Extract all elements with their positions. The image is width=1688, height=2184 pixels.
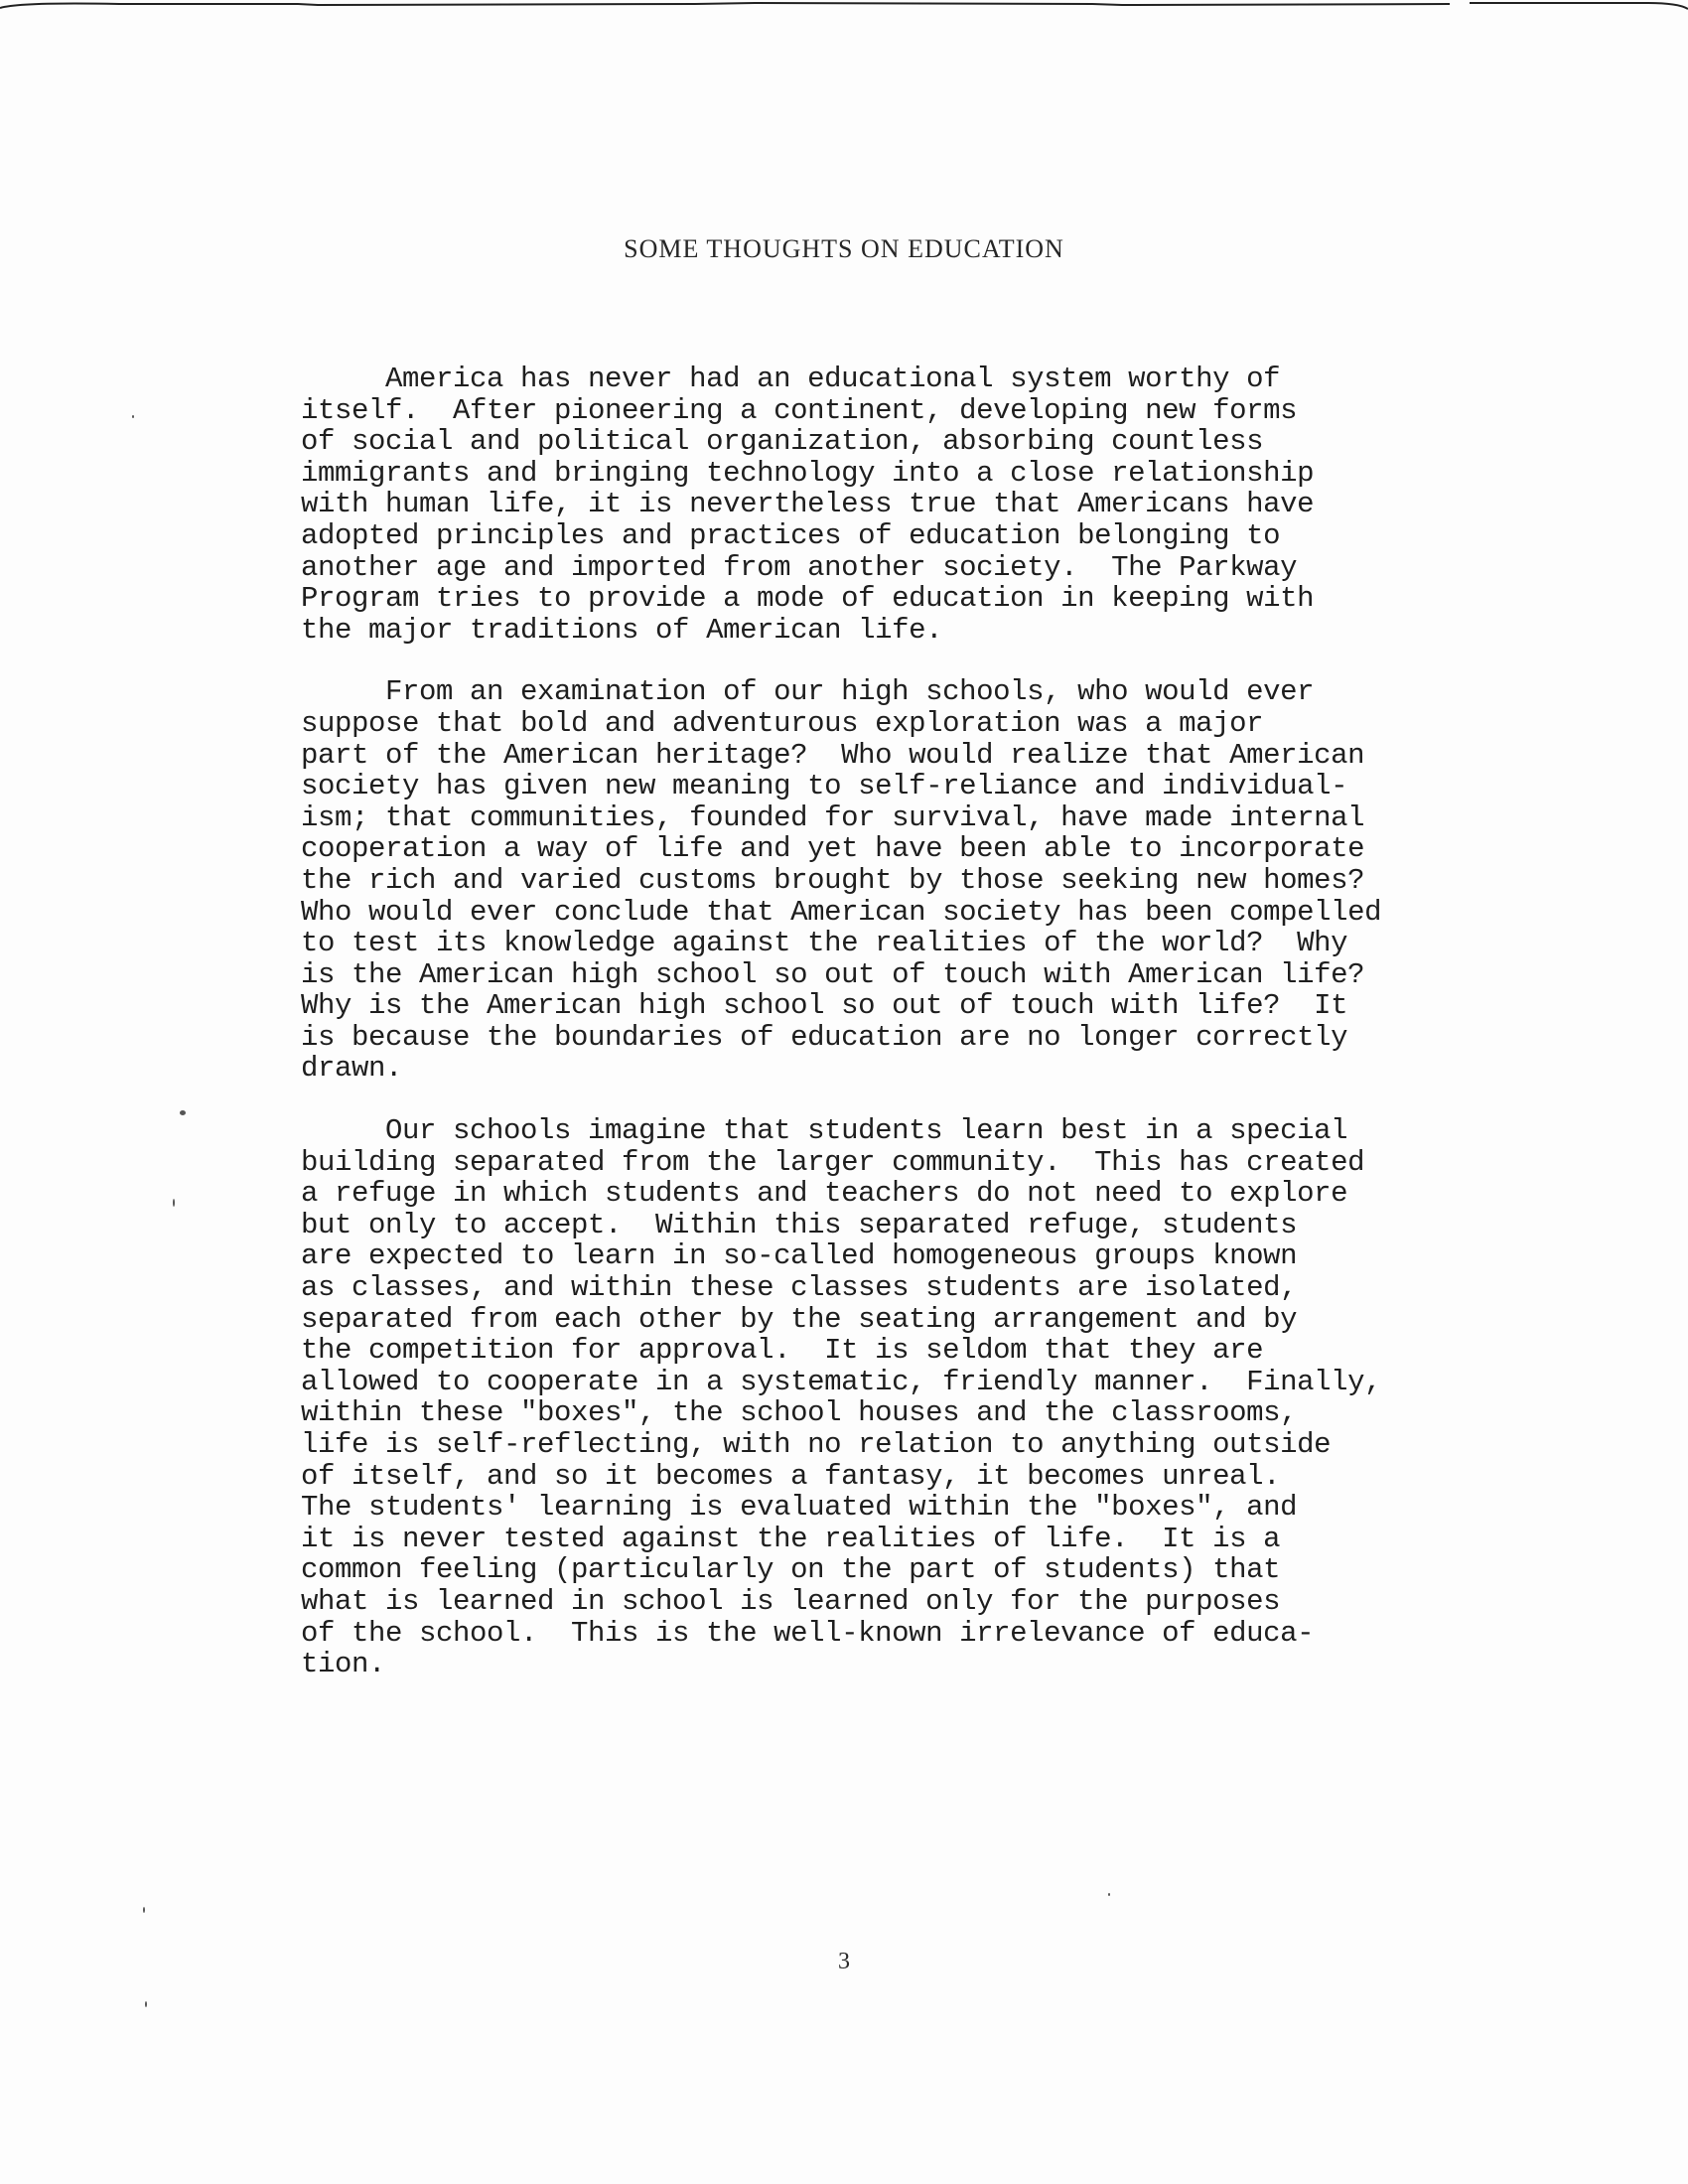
- paragraph-3: Our schools imagine that students learn best in a special building separated from the larger community. This has created a refuge in which students and teachers do not need to explore but only to accept. Within this separated refuge, students are expected to learn in so-called homogeneous groups known as classes, and within these classes students are isolated, separated from each other by the seating arrangement and by the competition for approval. It is seldom that they are allowed to cooperate in a systematic, friendly manner. Finally, within these "boxes", the school houses and the classrooms, life is self-reflecting, with no relation to anything outside of itself, and so it becomes a fantasy, it becomes unreal. The students' learning is evaluated within the "boxes", and it is never tested against the realities of life. It is a common feeling (particularly on the part of students) that what is learned in school is learned only for the purposes of the school. This is the well-known irrelevance of educa- tion.: [301, 1114, 1382, 1681]
- page-number: 3: [838, 1949, 850, 1974]
- document-body: [301, 364, 1522, 1711]
- scan-speck: [132, 415, 134, 418]
- scan-speck: [180, 1110, 186, 1115]
- paragraph-2: From an examination of our high schools, who would ever suppose that bold and adventurous exploration was a major part of the American heritage? Who would realize that American society has given new meaning to self-reliance and individual- ism; that communities, founded for survival, have made internal cooperation a way of life and yet have been able to incorporate the rich and varied customs brought by those seeking new homes? Who would ever conclude that American society has been compelled to test its knowledge against the realities of the world? Why is the American high school so out of touch with American life? Why is the American high school so out of touch with life? It is because the boundaries of education are no longer correctly drawn.: [301, 675, 1382, 1086]
- document-title: SOME THOUGHTS ON EDUCATION: [624, 234, 1064, 263]
- scan-top-edge: [0, 0, 1688, 10]
- scan-speck: [173, 1199, 175, 1207]
- paragraph-1: America has never had an educational system worthy of itself. After pioneering a continent, developing new forms of social and political organization, absorbing countless immigrants and bringing technology into a close relationship with human life, it is nevertheless true that Americans have adopted principles and practices of education belonging to another age and imported from another society. The Parkway Program tries to provide a mode of education in keeping with the major traditions of American life.: [301, 363, 1315, 647]
- scan-speck: [143, 1907, 145, 1913]
- scan-speck: [1108, 1893, 1110, 1896]
- scan-speck: [145, 2001, 147, 2007]
